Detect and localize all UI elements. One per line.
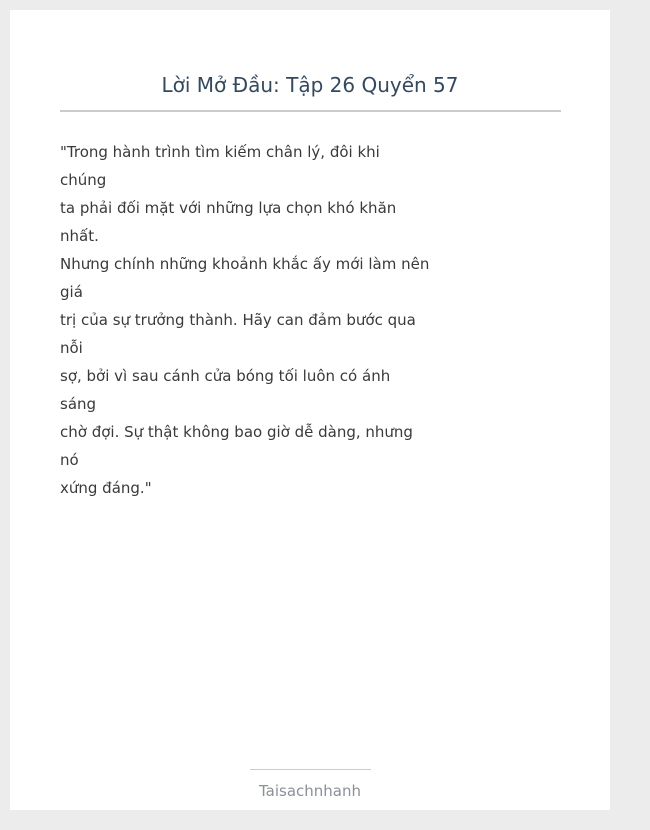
body-line: "Trong hành trình tìm kiếm chân lý, đôi khi — [60, 143, 380, 161]
book-page — [10, 10, 610, 810]
body-line: ta phải đối mặt với những lựa chọn khó khăn — [60, 199, 397, 217]
body-line: giá — [60, 283, 83, 301]
body-line: nhất. — [60, 227, 99, 245]
body-line: xứng đáng." — [60, 479, 152, 497]
chapter-title: Lời Mở Đầu: Tập 26 Quyển 57 — [161, 73, 459, 97]
body-line: nó — [60, 451, 79, 469]
body-line: sáng — [60, 395, 97, 413]
body-line: sợ, bởi vì sau cánh cửa bóng tối luôn có ánh — [60, 367, 391, 385]
body-line: chúng — [60, 171, 107, 189]
body-line: chờ đợi. Sự thật không bao giờ dễ dàng, nhưng — [60, 423, 413, 441]
footer-watermark: Taisachnhanh — [258, 782, 362, 800]
footer-divider — [250, 769, 371, 770]
title-divider — [60, 110, 561, 112]
chapter-body — [60, 138, 430, 502]
body-line: nỗi — [60, 339, 83, 357]
body-line: trị của sự trưởng thành. Hãy can đảm bước qua — [60, 311, 416, 329]
body-line: Nhưng chính những khoảnh khắc ấy mới làm nên — [60, 255, 430, 273]
